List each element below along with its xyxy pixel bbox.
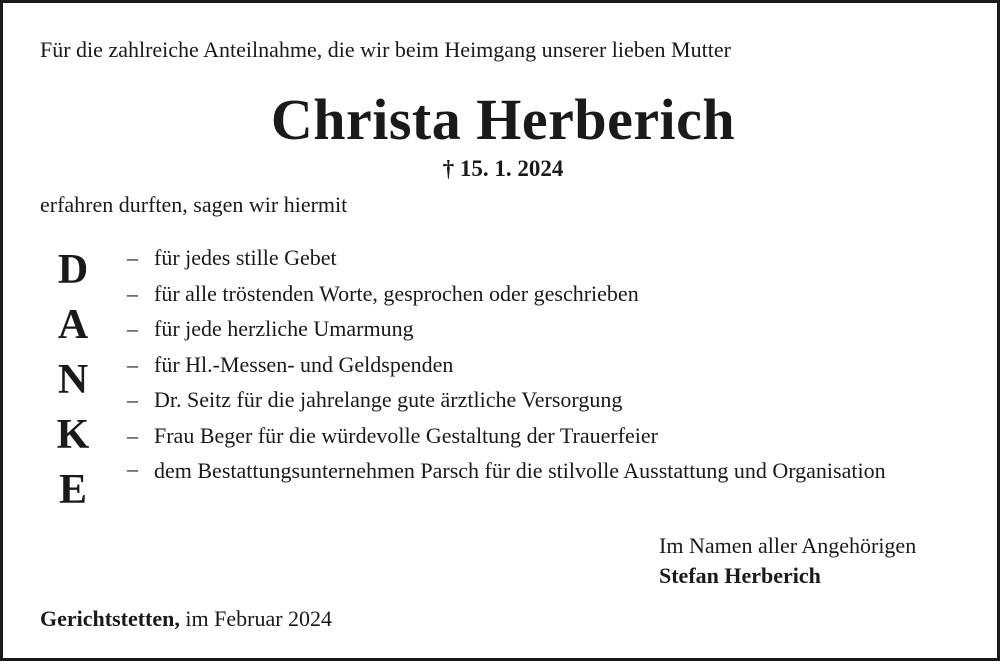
list-item: [127, 453, 927, 486]
date-text: im Februar 2024: [179, 606, 333, 631]
thanks-list: [127, 240, 927, 486]
thanks-item-text: Frau Beger für die würdevolle Gestaltung der Trauerfeier: [154, 422, 659, 448]
thanks-item-text: für jedes stille Gebet: [154, 245, 337, 270]
danke-vertical: [43, 243, 103, 518]
thanks-item-text: für Hl.-Messen- und Geldspenden: [154, 351, 454, 377]
list-item: [127, 382, 927, 418]
dash: –: [127, 316, 138, 341]
list-item: [127, 311, 927, 347]
danke-letter: A: [57, 302, 89, 348]
place-date: [40, 604, 332, 634]
danke-letter: K: [56, 412, 90, 458]
thanks-item-text: für alle tröstenden Worte, gesprochen oder geschrieben: [154, 280, 639, 306]
dash: –: [127, 422, 138, 448]
danke-letter: N: [57, 357, 89, 403]
deceased-name: Christa Herberich: [270, 87, 736, 152]
thanks-item-text: dem Bestattungsunternehmen Parsch für die stilvolle Ausstattung und Organisation: [154, 458, 886, 483]
dash: –: [127, 280, 138, 306]
danke-letter: E: [58, 467, 87, 513]
signature-block: [659, 531, 916, 591]
signature-line: Im Namen aller Angehörigen: [659, 533, 917, 558]
transition-text: erfahren durften, sagen wir hiermit: [40, 192, 348, 217]
thanks-item-text: Dr. Seitz für die jahrelange gute ärztliche Versorgung: [154, 387, 623, 412]
dash: –: [127, 351, 138, 377]
death-date: † 15. 1. 2024: [442, 156, 564, 181]
dash: –: [127, 456, 138, 481]
list-item: [127, 240, 927, 276]
list-item: [127, 276, 927, 312]
signer-name: Stefan Herberich: [659, 563, 821, 588]
list-item: [127, 418, 927, 454]
intro-text: Für die zahlreiche Anteilnahme, die wir beim Heimgang unserer lieben Mutter: [40, 37, 731, 62]
thanks-item-text: für jede herzliche Umarmung: [154, 316, 414, 341]
town-name: Gerichtstetten,: [40, 606, 180, 631]
list-item: [127, 347, 927, 383]
dash: –: [127, 387, 138, 412]
dash: –: [127, 245, 138, 270]
danke-letter: D: [57, 247, 89, 293]
